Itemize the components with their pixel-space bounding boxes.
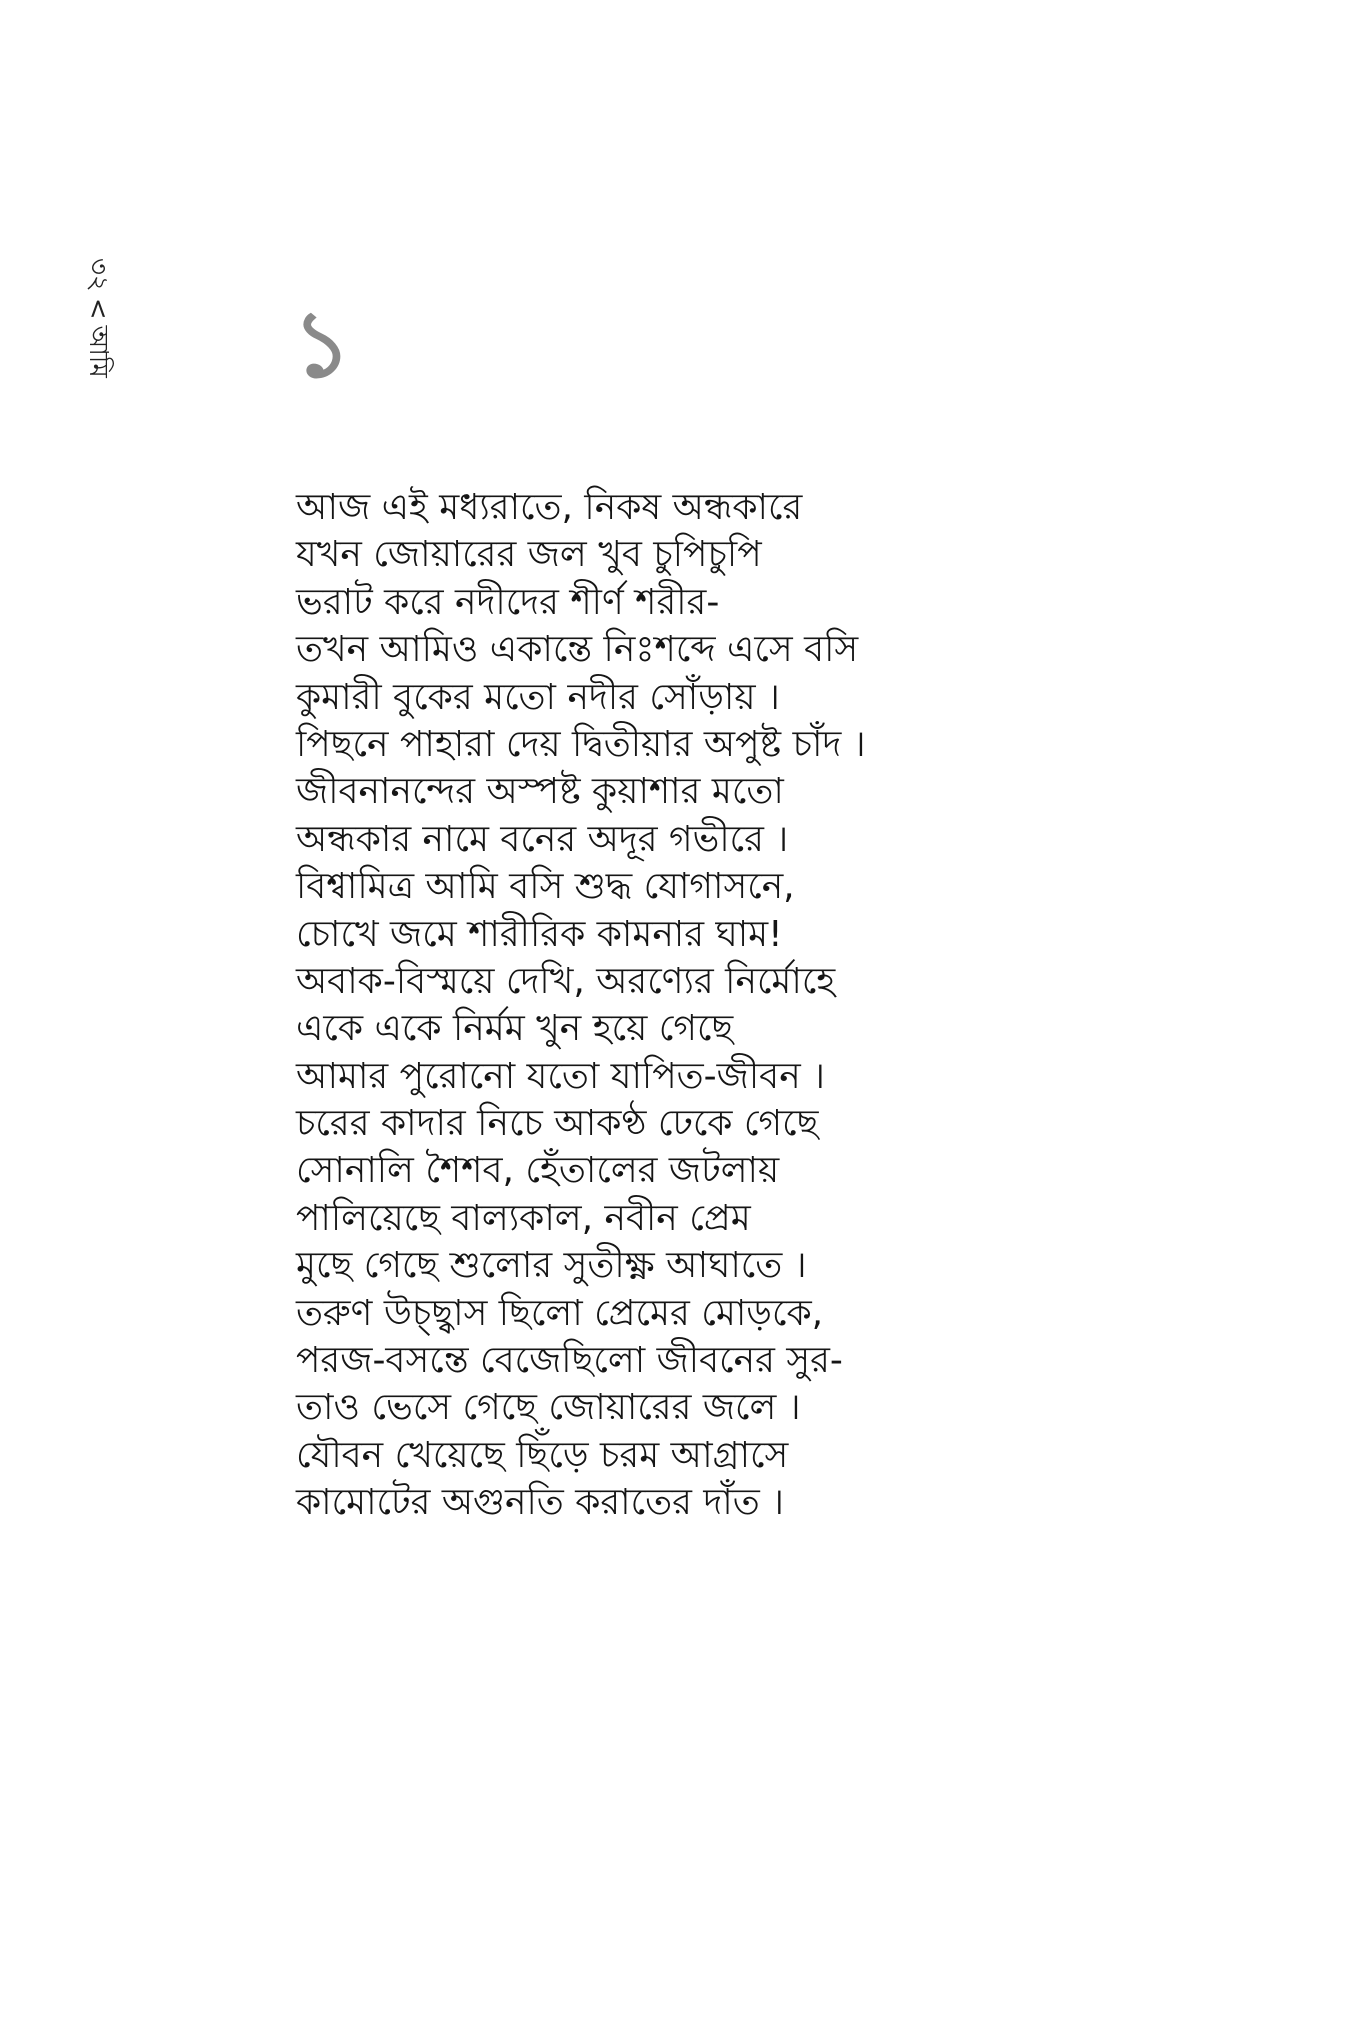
poem-line: তখন আমিও একান্তে নিঃশব্দে এসে বসি [296, 629, 859, 671]
page-number: ৩২ [83, 258, 113, 292]
poem-line: ভরাট করে নদীদের শীর্ণ শরীর- [296, 581, 720, 623]
poem-line: কামোটের অগুনতি করাতের দাঁত । [296, 1482, 785, 1524]
poem-line: মুছে গেছে শুলোর সুতীক্ষ্ণ আঘাতে । [296, 1245, 807, 1287]
poem-line: একে একে নির্মম খুন হয়ে গেছে [296, 1008, 734, 1050]
poem-line: চোখে জমে শারীরিক কামনার ঘাম! [296, 913, 783, 955]
poem-line: তাও ভেসে গেছে জোয়ারের জলে । [296, 1387, 801, 1429]
running-head [78, 258, 118, 378]
poem-line: অন্ধকার নামে বনের অদূর গভীরে । [296, 818, 789, 860]
poem-line: কুমারী বুকের মতো নদীর সোঁড়ায় । [296, 676, 780, 718]
book-title: আমি [83, 325, 113, 378]
poem-line: আজ এই মধ্যরাতে, নিকষ অন্ধকারে [296, 487, 803, 528]
poem-line: চরের কাদার নিচে আকণ্ঠ ঢেকে গেছে [296, 1103, 819, 1145]
poem-line: পালিয়েছে বাল্যকাল, নবীন প্রেম [296, 1197, 751, 1239]
running-head-separator: < [83, 297, 113, 320]
poem-line: অবাক-বিস্ময়ে দেখি, অরণ্যের নির্মোহে [296, 960, 836, 1002]
poem-line: পরজ-বসন্তে বেজেছিলো জীবনের সুর- [296, 1340, 843, 1382]
poem-line: যৌবন খেয়েছে ছিঁড়ে চরম আগ্রাসে [296, 1434, 789, 1476]
poem-line: আমার পুরোনো যতো যাপিত-জীবন । [296, 1055, 826, 1097]
poem-line: তরুণ উচ্ছ্বাস ছিলো প্রেমের মোড়কে, [296, 1292, 824, 1334]
section-number: ১ [292, 291, 352, 398]
poem-line: বিশ্বামিত্র আমি বসি শুদ্ধ যোগাসনে, [296, 866, 795, 908]
poem-line: সোনালি শৈশব, হেঁতালের জটলায় [296, 1150, 780, 1192]
poem-body [296, 484, 1296, 1527]
poem-line: যখন জোয়ারের জল খুব চুপিচুপি [296, 534, 762, 576]
poem-line: জীবনানন্দের অস্পষ্ট কুয়াশার মতো [296, 771, 784, 813]
poem-line: পিছনে পাহারা দেয় দ্বিতীয়ার অপুষ্ট চাঁদ । [296, 723, 866, 765]
